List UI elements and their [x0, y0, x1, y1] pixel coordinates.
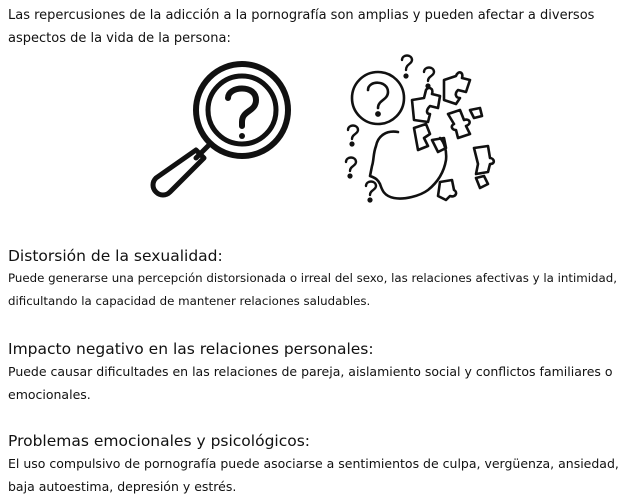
head-puzzle-questions-icon [346, 56, 494, 202]
illustration [0, 50, 635, 220]
section-title: Distorsión de la sexualidad: [8, 247, 223, 265]
section-text: Puede causar dificultades en las relaciones de pareja, aislamiento social y conflictos familiares o emocionales. [8, 364, 613, 402]
section-relationships-impact [8, 338, 630, 406]
section-emotional-problems [8, 430, 630, 498]
section-sexuality-distortion [8, 245, 630, 313]
section-text: El uso compulsivo de pornografía puede asociarse a sentimientos de culpa, vergüenza, ansiedad, baja autoestima, depresión y estrés. [8, 456, 619, 494]
section-text: Puede generarse una percepción distorsionada o irreal del sexo, las relaciones afectivas y la intimidad, dificultando la capacidad de mantener relaciones saludables. [8, 271, 618, 308]
magnifying-glass-question-icon [153, 64, 288, 195]
section-title: Problemas emocionales y psicológicos: [8, 432, 311, 450]
section-title: Impacto negativo en las relaciones personales: [8, 340, 374, 358]
intro-text: Las repercusiones de la adicción a la pornografía son amplias y pueden afectar a diversos aspectos de la vida de la persona: [8, 8, 595, 46]
